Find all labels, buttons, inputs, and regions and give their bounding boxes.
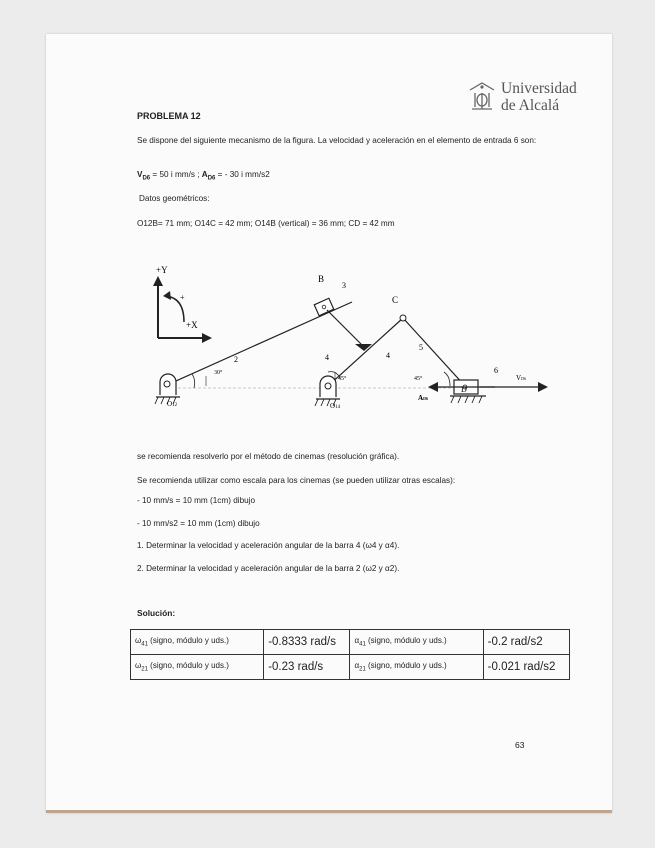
pivot-o14 bbox=[315, 376, 340, 406]
axis-x-label: +X bbox=[186, 320, 198, 330]
solution-heading: Solución: bbox=[137, 608, 176, 618]
axis-y-label: +Y bbox=[156, 265, 168, 275]
question-1: 1. Determinar la velocidad y aceleración angular de la barra 4 (ω4 y α4). bbox=[137, 541, 400, 550]
axis-x-arrow-icon bbox=[202, 333, 212, 343]
result-value: -0.23 rad/s bbox=[264, 655, 350, 680]
label-4b: 4 bbox=[386, 351, 390, 360]
label-ad6-sub: D6 bbox=[423, 396, 428, 401]
result-label bbox=[131, 630, 264, 655]
result-value: -0.021 rad/s2 bbox=[483, 655, 569, 680]
label-subscript: 21 bbox=[359, 666, 366, 673]
label-vd6-sub: D6 bbox=[521, 376, 526, 381]
table-row bbox=[131, 630, 570, 655]
recommend-scale: Se recomienda utilizar como escala para los cinemas (se pueden utilizar otras escalas): bbox=[137, 476, 456, 485]
label-6: 6 bbox=[494, 366, 498, 375]
angle-45b-label: 45° bbox=[414, 376, 423, 382]
accel-subscript: D6 bbox=[207, 175, 216, 182]
label-rest: (signo, módulo y uds.) bbox=[147, 636, 229, 646]
angle-30-label: 30° bbox=[214, 370, 223, 376]
label-rest: (signo, módulo y uds.) bbox=[365, 661, 447, 671]
label-vd6 bbox=[516, 374, 526, 382]
label-o12-main: O bbox=[167, 400, 173, 408]
label-4a: 4 bbox=[325, 353, 329, 362]
label-2: 2 bbox=[234, 355, 238, 364]
logo-line-2: de Alcalá bbox=[501, 97, 560, 114]
angle-45b-arc bbox=[444, 372, 450, 386]
page-number: 63 bbox=[515, 740, 525, 750]
label-ad6-main: A bbox=[418, 394, 424, 402]
bar-4-junction bbox=[355, 344, 372, 351]
result-label bbox=[350, 630, 483, 655]
label-5: 5 bbox=[419, 343, 423, 352]
label-subscript: 41 bbox=[359, 641, 366, 648]
problem-title: PROBLEMA 12 bbox=[137, 111, 201, 121]
label-subscript: 41 bbox=[141, 641, 148, 648]
label-3: 3 bbox=[342, 281, 346, 290]
intro-paragraph: Se dispone del siguiente mecanismo de la figura. La velocidad y aceleración en el elemento de entrada 6 son: bbox=[137, 136, 537, 145]
result-label bbox=[131, 655, 264, 680]
logo-line-1: Universidad bbox=[501, 80, 577, 97]
label-o14-main: O bbox=[330, 402, 336, 410]
accel-symbol: A bbox=[201, 170, 208, 179]
result-value: -0.8333 rad/s bbox=[264, 630, 350, 655]
scale-acceleration: - 10 mm/s2 = 10 mm (1cm) dibujo bbox=[137, 519, 260, 528]
bar-2 bbox=[167, 302, 352, 385]
angle-30-arc bbox=[192, 374, 195, 388]
label-b: B bbox=[318, 274, 325, 284]
velocity-value: = 50 i mm/s ; bbox=[150, 170, 202, 179]
bar-4-to-b bbox=[327, 310, 363, 346]
label-o12-sub: 12 bbox=[172, 403, 178, 408]
table-row bbox=[131, 655, 570, 680]
angle-45a-label: 45° bbox=[338, 376, 347, 382]
geo-title: Datos geométricos: bbox=[139, 194, 210, 203]
input-data-line bbox=[137, 169, 270, 185]
label-d: D bbox=[461, 385, 467, 394]
mechanism-diagram bbox=[150, 260, 555, 420]
label-symbol: ω bbox=[135, 661, 142, 671]
accel-arrowhead-icon bbox=[428, 382, 438, 392]
geo-data: O12B= 71 mm; O14C = 42 mm; O14B (vertical) = 36 mm; CD = 42 mm bbox=[137, 219, 395, 228]
label-o14 bbox=[330, 402, 341, 410]
label-symbol: ω bbox=[135, 636, 142, 646]
velocity-symbol: V bbox=[137, 170, 143, 179]
results-table bbox=[130, 629, 570, 680]
question-2: 2. Determinar la velocidad y aceleración angular de la barra 2 (ω2 y α2). bbox=[137, 564, 400, 573]
result-value: -0.2 rad/s2 bbox=[483, 630, 569, 655]
recommend-method: se recomienda resolverlo por el método de cinemas (resolución gráfica). bbox=[137, 452, 400, 461]
rotation-label: + bbox=[180, 293, 185, 302]
label-o12 bbox=[167, 400, 178, 408]
label-rest: (signo, módulo y uds.) bbox=[147, 661, 229, 671]
label-c: C bbox=[392, 295, 399, 305]
axis-y-arrow-icon bbox=[153, 276, 163, 286]
document-page bbox=[46, 34, 612, 813]
label-vd6-main: V bbox=[516, 374, 522, 382]
label-symbol: α bbox=[354, 636, 360, 646]
result-label bbox=[350, 655, 483, 680]
rotation-arrowhead-icon bbox=[163, 291, 171, 300]
label-subscript: 21 bbox=[141, 666, 148, 673]
label-rest: (signo, módulo y uds.) bbox=[365, 636, 447, 646]
scale-velocity: - 10 mm/s = 10 mm (1cm) dibujo bbox=[137, 496, 256, 505]
bar-5 bbox=[403, 318, 465, 386]
slider-d bbox=[450, 380, 486, 403]
velocity-subscript: D6 bbox=[142, 175, 151, 182]
university-logo-text bbox=[501, 80, 577, 114]
label-ad6 bbox=[418, 394, 428, 402]
university-crest-icon bbox=[466, 80, 498, 112]
accel-value: = - 30 i mm/s2 bbox=[215, 170, 270, 179]
label-o14-sub: 14 bbox=[335, 405, 341, 410]
joint-c bbox=[400, 315, 406, 321]
label-symbol: α bbox=[354, 661, 360, 671]
velocity-arrowhead-icon bbox=[538, 382, 548, 392]
